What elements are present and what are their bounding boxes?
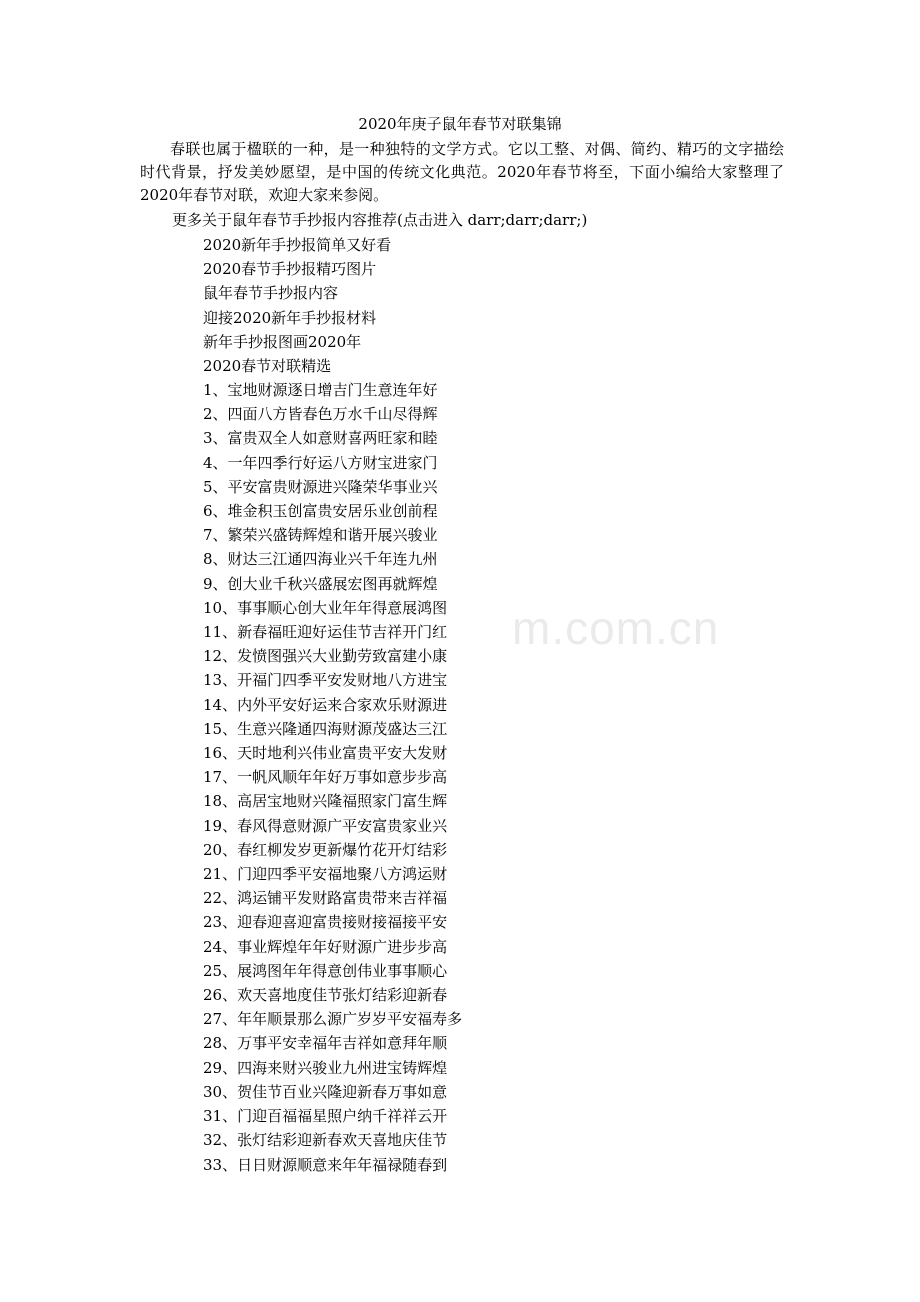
- couplet-item: 13、开福门四季平安发财地八方进宝: [203, 671, 448, 690]
- couplet-item: 7、繁荣兴盛铸辉煌和谐开展兴骏业: [203, 526, 438, 545]
- recommendation-item: 迎接2020新年手抄报材料: [203, 308, 377, 327]
- couplet-item: 4、一年四季行好运八方财宝进家门: [203, 453, 438, 472]
- couplet-item: 24、事业辉煌年年好财源广进步步高: [203, 937, 448, 956]
- couplet-item: 33、日日财源顺意来年年福禄随春到: [203, 1155, 448, 1174]
- intro-paragraph: 春联也属于楹联的一种，是一种独特的文学方式。它以工整、对偶、简约、精巧的文字描绘时代背景，抒发美妙愿望，是中国的传统文化典范。2020年春节将至，下面小编给大家整理了2020年春节对联，欢迎大家来参阅。: [140, 140, 784, 204]
- couplet-item: 15、生意兴隆通四海财源茂盛达三江: [203, 719, 448, 738]
- couplet-item: 31、门迎百福福星照户纳千祥祥云开: [203, 1107, 448, 1126]
- recommendation-item: 2020新年手抄报简单又好看: [203, 236, 392, 254]
- recommendation-item: 2020春节手抄报精巧图片: [203, 260, 377, 279]
- document-title: 2020年庚子鼠年春节对联集锦: [358, 115, 562, 133]
- couplet-item: 25、展鸿图年年得意创伟业事事顺心: [203, 961, 448, 980]
- couplet-item: 18、高居宝地财兴隆福照家门富生辉: [203, 792, 448, 811]
- couplet-item: 10、事事顺心创大业年年得意展鸿图: [203, 598, 448, 617]
- couplet-item: 11、新春福旺迎好运佳节吉祥开门红: [203, 623, 448, 642]
- recommendation-item: 鼠年春节手抄报内容: [203, 284, 339, 303]
- couplet-item: 20、春红柳发岁更新爆竹花开灯结彩: [203, 840, 448, 859]
- couplet-item: 17、一帆风顺年年好万事如意步步高: [203, 768, 448, 787]
- couplet-item: 2、四面八方皆春色万水千山尽得辉: [203, 405, 438, 424]
- couplet-item: 6、堆金积玉创富贵安居乐业创前程: [203, 502, 438, 521]
- watermark: m.com.cn: [512, 602, 720, 654]
- couplet-list: [203, 378, 462, 1177]
- couplet-item: 21、门迎四季平安福地聚八方鸿运财: [203, 865, 448, 884]
- recommendation-item: 2020春节对联精选: [203, 357, 332, 376]
- couplet-item: 1、宝地财源逐日增吉门生意连年好: [203, 381, 438, 399]
- recommendation-item: 新年手抄报图画2020年: [203, 332, 362, 351]
- couplet-item: 16、天时地利兴伟业富贵平安大发财: [203, 744, 448, 763]
- couplet-item: 12、发愤图强兴大业勤劳致富建小康: [203, 647, 448, 666]
- couplet-item: 19、春风得意财源广平安富贵家业兴: [203, 816, 448, 835]
- couplet-item: 32、张灯结彩迎新春欢天喜地庆佳节: [203, 1131, 448, 1150]
- recommendation-list: [203, 233, 391, 378]
- couplet-item: 30、贺佳节百业兴隆迎新春万事如意: [203, 1082, 448, 1101]
- couplet-item: 22、鸿运铺平发财路富贵带来吉祥福: [203, 889, 448, 908]
- couplet-item: 26、欢天喜地度佳节张灯结彩迎新春: [203, 986, 448, 1005]
- couplet-item: 28、万事平安幸福年吉祥如意拜年顺: [203, 1034, 448, 1053]
- couplet-item: 8、财达三江通四海业兴千年连九州: [203, 550, 438, 569]
- couplet-item: 23、迎春迎喜迎富贵接财接福接平安: [203, 913, 448, 932]
- couplet-item: 27、年年顺景那么源广岁岁平安福寿多: [203, 1010, 463, 1029]
- more-recommendations-line: 更多关于鼠年春节手抄报内容推荐(点击进入 darr;darr;darr;): [172, 211, 588, 229]
- couplet-item: 9、创大业千秋兴盛展宏图再就辉煌: [203, 574, 438, 593]
- couplet-item: 3、富贵双全人如意财喜两旺家和睦: [203, 429, 438, 448]
- couplet-item: 5、平安富贵财源进兴隆荣华事业兴: [203, 477, 438, 496]
- couplet-item: 29、四海来财兴骏业九州进宝铸辉煌: [203, 1058, 448, 1077]
- couplet-item: 14、内外平安好运来合家欢乐财源进: [203, 695, 448, 714]
